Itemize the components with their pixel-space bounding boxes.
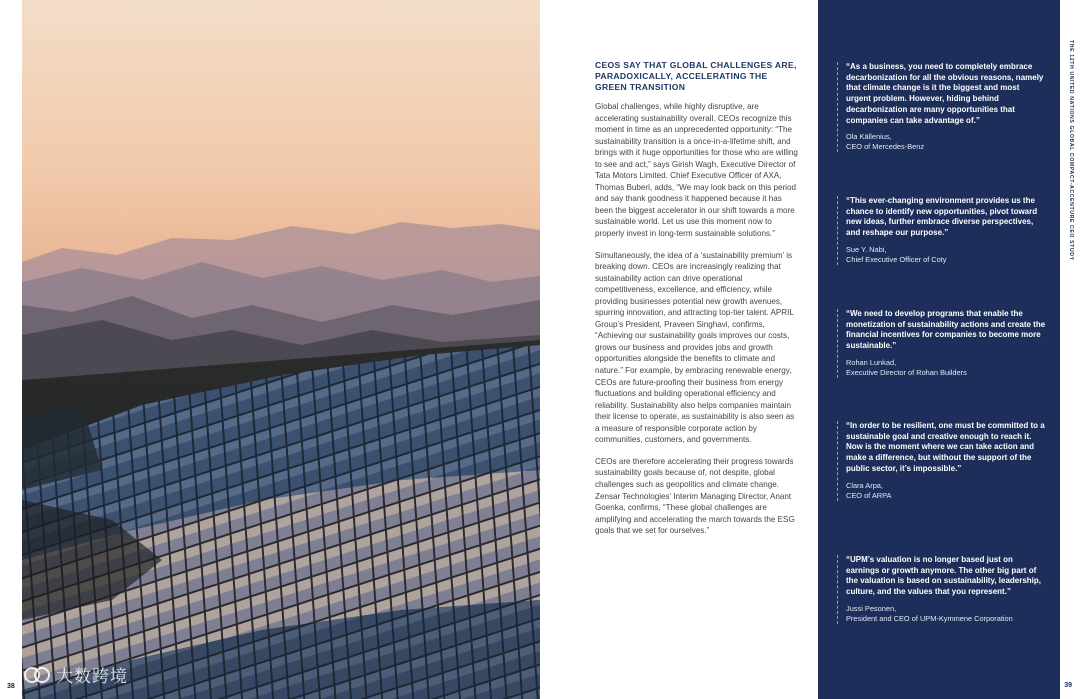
side-caption-text: THE 12TH UNITED NATIONS GLOBAL COMPACT-ACCENTURE CEO STUDY bbox=[1068, 40, 1074, 261]
watermark-text: 大数跨境 bbox=[56, 667, 128, 686]
quote-author-name: Rohan Lunkad, bbox=[846, 357, 897, 367]
quote-author bbox=[846, 358, 1046, 378]
quote-text: “In order to be resilient, one must be committed to a sustainable goal and creative enough to reach it. Now is the moment where we can take action and make a difference, but without the support of the public sector, it’s impossible.” bbox=[846, 421, 1045, 473]
article-paragraph-1: Global challenges, while highly disruptive, are accelerating sustainability overall. CEOs recognize this moment in time as an unprecedented opportunity: “The sustainability transition is a once-in-a-lifetime shift, and brings with it huge opportunities for those who are willing to see and act,” says Girish Wagh, Executive Director of Tata Motors Limited. Chief Executive Officer of AXA, Thomas Buberl, adds, “We may look back on this period and say thank goodness it happened because it has been the biggest accelerator in our shift towards a more sustainable world. Let us use this moment now to properly invest in long-term sustainable solutions.” bbox=[595, 102, 798, 239]
quote-text: “As a business, you need to completely embrace decarbonization for all the obvious reasons, namely that climate change is it the biggest and most urgent problem. However, hiding behind decarbonization are many opportunities that companies can take advantage of.” bbox=[846, 62, 1044, 125]
quote-author bbox=[846, 132, 1046, 152]
page-number-right: 39 bbox=[1064, 682, 1072, 689]
quote-block bbox=[837, 309, 1046, 378]
quote-author-title: President and CEO of UPM-Kymmene Corporation bbox=[846, 613, 1013, 623]
page-number-left: 38 bbox=[7, 683, 15, 690]
quote-author-title: CEO of Mercedes-Benz bbox=[846, 142, 925, 152]
quote-author bbox=[846, 245, 1046, 265]
quote-author bbox=[846, 481, 1046, 501]
side-caption bbox=[1060, 0, 1080, 699]
quote-block bbox=[837, 62, 1046, 152]
quote-block bbox=[837, 196, 1046, 265]
quote-author bbox=[846, 604, 1046, 624]
watermark bbox=[24, 662, 128, 687]
article-paragraph-3: CEOs are therefore accelerating their progress towards sustainability goals because of, not despite, global challenges such as geopolitics and climate change. Zensar Technologies’ Interim Managing Director, Anant Goenka, confirms, “These global challenges are amplifying and accelerating the march towards the ESG goals that we set for ourselves.” bbox=[595, 456, 795, 536]
solar-panel-photo-icon bbox=[22, 0, 540, 699]
quote-author-title: Chief Executive Officer of Coty bbox=[846, 254, 947, 264]
watermark-logo-icon bbox=[24, 665, 50, 685]
article-column bbox=[595, 60, 800, 547]
quote-author-title: CEO of ARPA bbox=[846, 490, 892, 500]
quote-text: “UPM’s valuation is no longer based just on earnings or growth anymore. The other big part of the valuation is based on sustainability, leadership, culture, and the values that you represent.” bbox=[846, 555, 1042, 597]
quote-block bbox=[837, 421, 1046, 501]
quote-author-title: Executive Director of Rohan Builders bbox=[846, 367, 967, 377]
left-page-margin bbox=[0, 0, 22, 699]
quote-panel bbox=[818, 0, 1060, 699]
article-paragraph-2: Simultaneously, the idea of a ‘sustainability premium’ is breaking down. CEOs are increasingly realizing that sustainability action can drive operational competitiveness, excellence, and efficiency, while providing businesses potential new growth avenues, spurring innovation, and attracting top-tier talent. APRIL Group’s President, Praveen Singhavi, confirms, “Achieving our sustainability goals improves our costs, grows our business and provides jobs and growth opportunities alongside the benefits to climate and nature.” For example, by embracing renewable energy, CEOs are future-proofing their business from energy fluctuations and building operational efficiency and reliability. Sustainability also helps companies maintain their license to operate, as sustainability is also seen as a measure of responsible corporate action by communities, customers, and governments. bbox=[595, 250, 795, 445]
quote-block bbox=[837, 555, 1046, 624]
quote-author-name: Clara Arpa, bbox=[846, 480, 883, 490]
quote-author-name: Jussi Pesonen, bbox=[846, 603, 897, 613]
solar-farm-photo bbox=[22, 0, 540, 699]
quote-text: “This ever-changing environment provides us the chance to identify new opportunities, pivot toward new ideas, further embrace diverse perspectives, and reshape our purpose.” bbox=[846, 196, 1038, 238]
quote-author-name: Sue Y. Nabi, bbox=[846, 244, 887, 254]
article-headline: CEOS SAY THAT GLOBAL CHALLENGES ARE, PARADOXICALLY, ACCELERATING THE GREEN TRANSITION bbox=[595, 60, 797, 92]
quote-author-name: Ola Källenius, bbox=[846, 132, 892, 142]
quote-text: “We need to develop programs that enable the monetization of sustainability actions and create the financial incentives for companies to become more sustainable.” bbox=[846, 309, 1046, 351]
